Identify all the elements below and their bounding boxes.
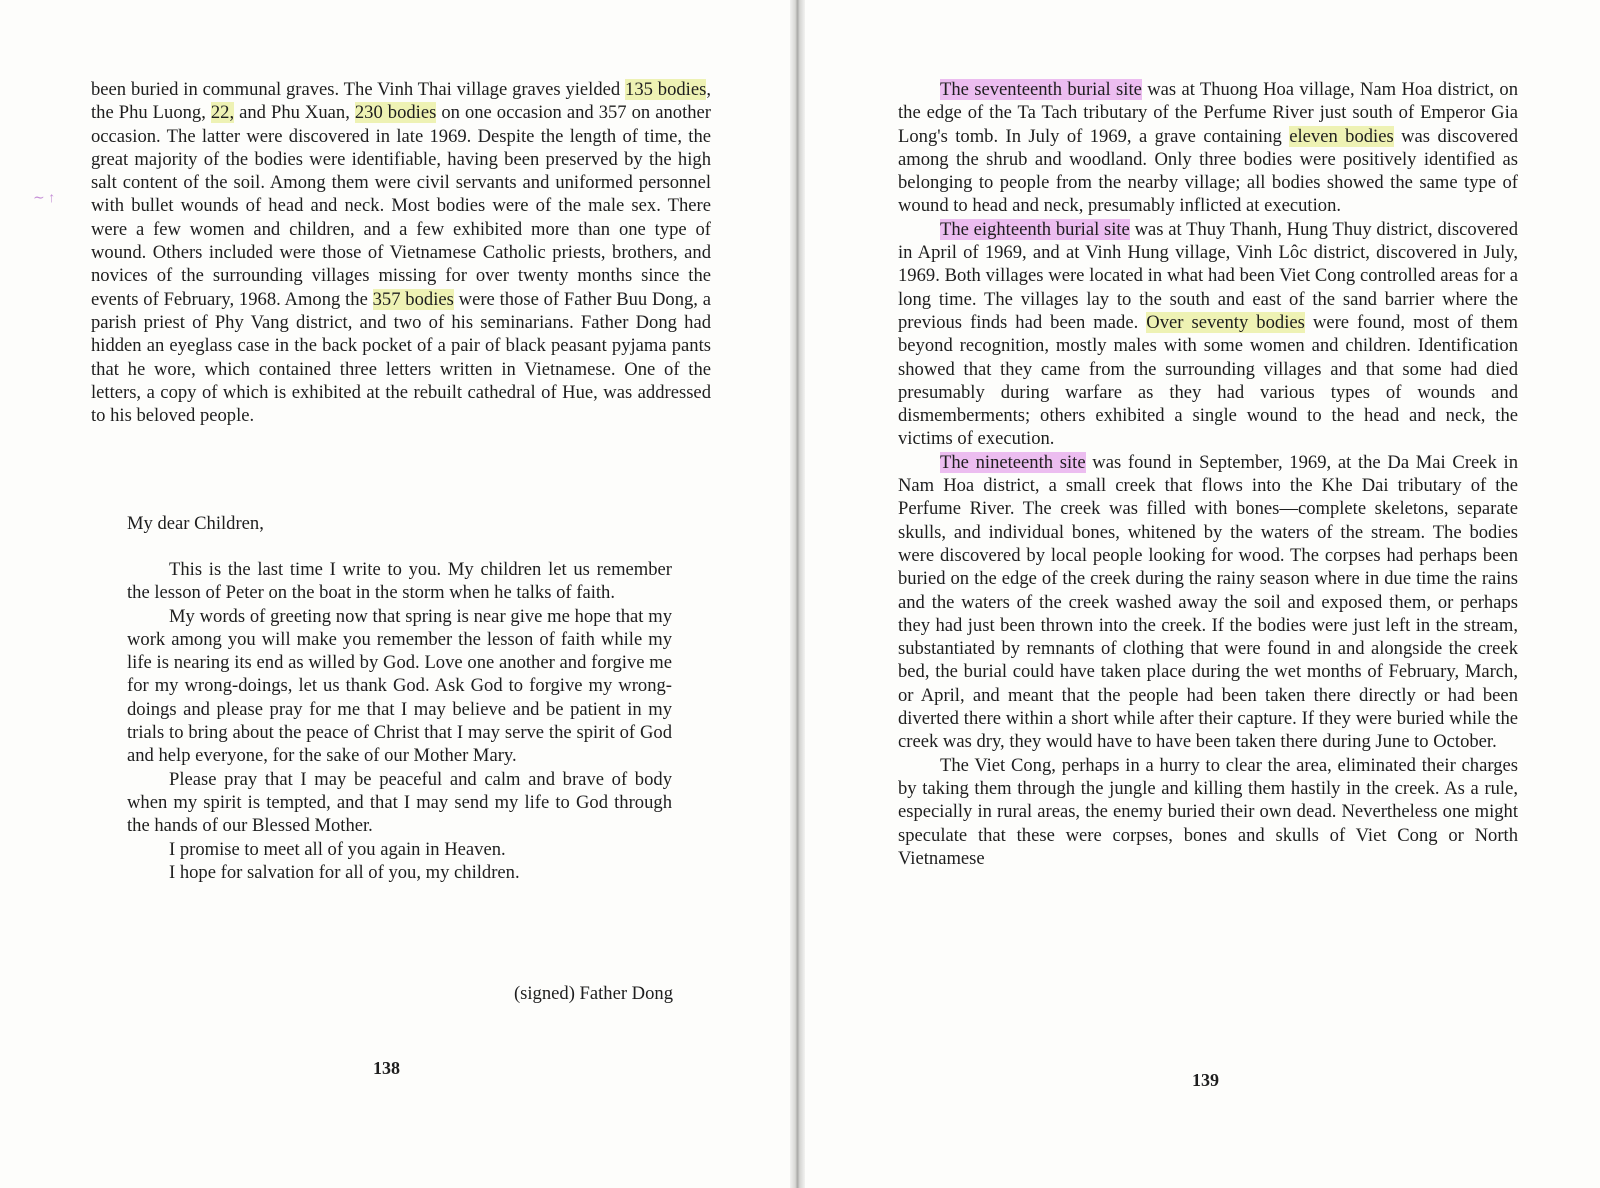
- letter-paragraph: I promise to meet all of you again in Heaven.: [169, 838, 506, 860]
- body-paragraph: [898, 451, 1518, 754]
- text-run: was at Thuy Thanh, Hung Thuy district, discovered in April of 1969, and at Vinh Hung village, Vinh Lôc district, discovered in July, 1969. Both villages were located in what had been Viet Cong controlled areas for a long time. The villages lay to the south and east of the sand barrier where the previous finds had been made.: [898, 218, 1518, 333]
- left-body-paragraph: [91, 78, 711, 427]
- text-run: was at Thuong Hoa village, Nam Hoa district, on the edge of the Ta Tach tributary of the Perfume River just south of Emperor Gia Long's tomb. In July of 1969, a grave containing: [898, 79, 1519, 147]
- highlighted-text-yellow: Over seventy bodies: [1146, 311, 1305, 333]
- highlighted-text-pink: The nineteenth site: [940, 451, 1086, 473]
- text-run: , the Phu Luong,: [91, 79, 711, 124]
- text-run: was found in September, 1969, at the Da Mai Creek in Nam Hoa district, a small creek that flows into the Khe Dai tributary of the Perfume River. The creek was filled with bones—complete skeletons, separate skulls, and individual bones, whitened by the waters of the stream. The bodies were discovered by local people looking for wood. The corpses had perhaps been buried on the edge of the creek during the rainy season where in due time the rains and the waters of the creek washed away the soil and exposed them, or perhaps they had just been thrown into the creek. If the bodies were just left in the stream, substantiated by remnants of clothing that were found in and alongside the creek bed, the burial could have taken place during the wet months of February, March, or April, and meant that the people had been taken there directly or had been diverted there within a short while after their capture. If they were buried while the creek was dry, they would have to have been taken there during June to October.: [898, 451, 1518, 753]
- book-spine-gutter: [790, 0, 805, 1188]
- text-run: was discovered among the shrub and woodland. Only three bodies were positively identified as belonging to people from the nearby village; all bodies showed the same type of wound to head and neck, presumably inflicted at execution.: [898, 125, 1518, 217]
- highlighted-text-yellow: 22,: [210, 102, 235, 124]
- body-paragraph: [91, 78, 711, 427]
- highlighted-text-yellow: 357 bodies: [372, 288, 454, 310]
- text-run: been buried in communal graves. The Vinh Thai village graves yielded: [91, 79, 626, 100]
- letter-paragraph: Please pray that I may be peaceful and calm and brave of body when my spirit is tempted, and that I may send my life to God through the hands of our Blessed Mother.: [127, 768, 672, 837]
- letter-body: [127, 558, 672, 884]
- text-run: The Viet Cong, perhaps in a hurry to clear the area, eliminated their charges by taking them through the jungle and killing them hastily in the creek. As a rule, especially in rural areas, the enemy buried their own dead. Nevertheless one might speculate that these were corpses, bones and skulls of Viet Cong or North Vietnamese: [898, 754, 1518, 869]
- letter-salutation: My dear Children,: [127, 513, 264, 534]
- highlighted-text-yellow: 230 bodies: [354, 102, 437, 124]
- text-run: and Phu Xuan,: [234, 102, 355, 124]
- letter-paragraph: My words of greeting now that spring is near give me hope that my work among you will make you remember the lesson of faith while my life is nearing its end as willed by God. Love one another and forgive me for my wrong-doings, let us thank God. Ask God to forgive my wrong-doings and please pray for me that I may believe and be patient in my trials to bring about the peace of Christ that I may serve the spirit of God and help everyone, for the sake of our Mother Mary.: [127, 605, 672, 767]
- body-paragraph: [898, 754, 1518, 870]
- text-run: were found, most of them beyond recognition, mostly males with some women and children. Identification showed that they came from the surrounding villages and that some had died presumably during warfare as they had various types of wounds and dismemberments; others exhibited a single wound to the head and neck, the victims of execution.: [898, 311, 1519, 450]
- letter-paragraph: I hope for salvation for all of you, my children.: [169, 861, 520, 883]
- left-page: [0, 0, 790, 1188]
- highlighted-text-pink: The seventeenth burial site: [940, 79, 1142, 100]
- stray-pen-mark: ∼ ↑: [33, 191, 56, 206]
- right-body-text: [898, 78, 1518, 870]
- highlighted-text-yellow: 135 bodies: [625, 79, 707, 100]
- highlighted-text-pink: The eighteenth burial site: [940, 218, 1130, 240]
- body-paragraph: [898, 218, 1518, 451]
- right-page: [805, 0, 1600, 1188]
- text-run: on one occasion and 357 on another occasion. The latter were discovered in late 1969. Despite the length of time, the great majority of the bodies were identifiable, having been preserved by the high salt content of the soil. Among them were civil servants and uniformed personnel with bullet wounds of head and neck. Most bodies were of the male sex. There were a few women and children, and a few exhibited more than one type of wound. Others included were those of Vietnamese Catholic priests, brothers, and novices of the surrounding villages missing for over twenty months since the events of February, 1968. Among the: [91, 102, 711, 310]
- page-number: 139: [1192, 1070, 1219, 1090]
- highlighted-text-yellow: eleven bodies: [1289, 125, 1394, 147]
- letter-signature: (signed) Father Dong: [513, 983, 673, 1004]
- body-paragraph: [898, 78, 1518, 218]
- page-number: 138: [373, 1058, 400, 1078]
- text-run: were those of Father Buu Dong, a parish priest of Phy Vang district, and two of his seminarians. Father Dong had hidden an eyeglass case in the back pocket of a pair of black peasant pyjama pants that he wore, which contained three letters written in Vietnamese. One of the letters, a copy of which is exhibited at the rebuilt cathedral of Hue, was addressed to his beloved people.: [91, 288, 711, 427]
- letter-paragraph: This is the last time I write to you. My children let us remember the lesson of Peter on the boat in the storm when he talks of faith.: [127, 559, 672, 604]
